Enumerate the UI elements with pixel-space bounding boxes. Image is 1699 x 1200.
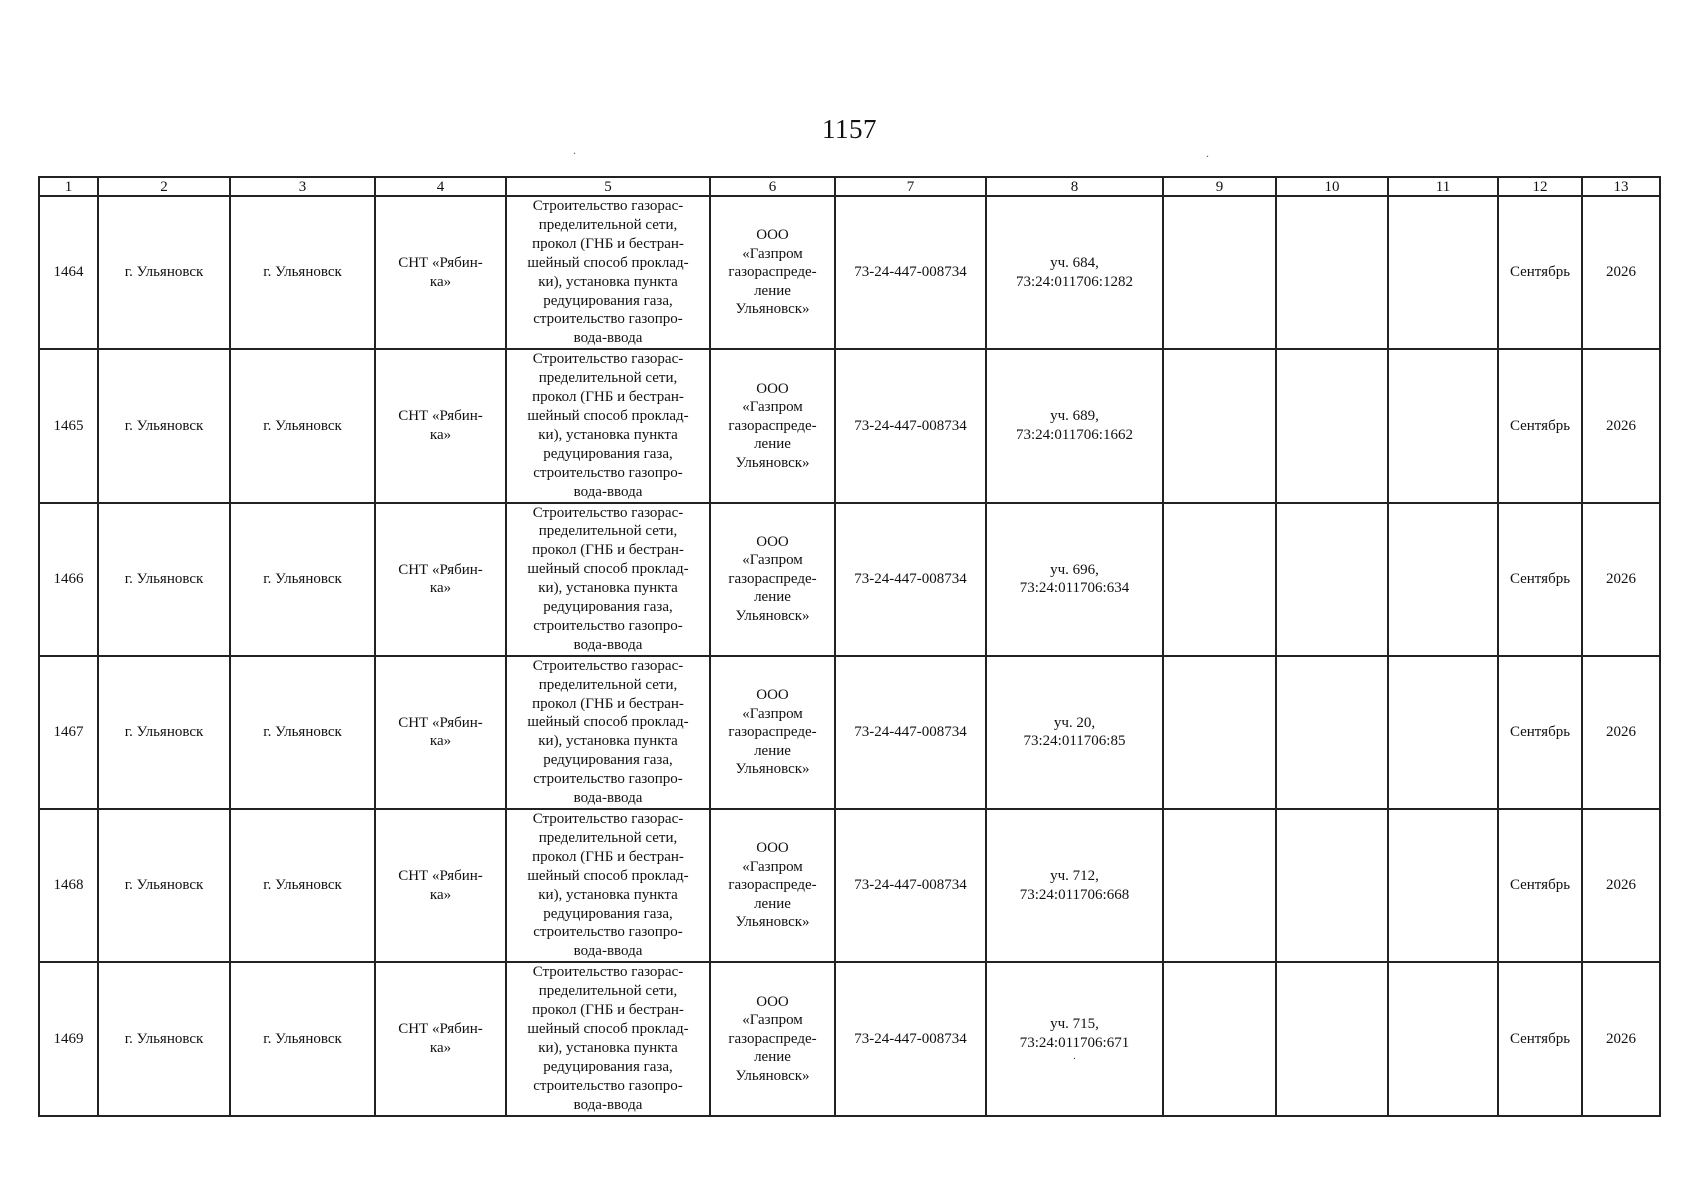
year-cell: 2026 <box>1582 196 1660 349</box>
work-line: редуцирования газа, <box>543 905 673 922</box>
work-line: строительство газопро- <box>533 1077 683 1094</box>
header-cell: 5 <box>506 177 710 196</box>
snt-line: ка» <box>429 426 452 443</box>
org-line: «Газпром <box>742 1012 803 1029</box>
work-line: строительство газопро- <box>533 617 683 634</box>
empty-cell <box>1276 196 1388 349</box>
municipality-cell: г. Ульяновск <box>98 503 230 656</box>
work-line: шейный способ проклад- <box>527 867 689 884</box>
org-line: Ульяновск» <box>735 761 810 778</box>
table-row <box>39 503 1660 656</box>
work-line: ки), установка пункта <box>538 273 678 290</box>
org-line: Ульяновск» <box>735 454 810 471</box>
page-number: 1157 <box>822 114 877 144</box>
scan-speck: . <box>1073 1051 1076 1063</box>
settlement-cell: г. Ульяновск <box>230 962 375 1115</box>
work-description-cell <box>506 503 710 656</box>
code-cell: 73-24-447-008734 <box>835 196 986 349</box>
work-line: Строительство газорас- <box>532 351 684 368</box>
org-line: «Газпром <box>742 858 803 875</box>
scan-speck: . <box>573 143 576 157</box>
organization-cell <box>710 962 835 1115</box>
org-line: газораспреде- <box>728 264 817 281</box>
code-cell: 73-24-447-008734 <box>835 349 986 502</box>
plot-cell <box>986 503 1163 656</box>
work-description-cell <box>506 962 710 1115</box>
plot-line: уч. 712, <box>1050 868 1099 885</box>
snt-line: ка» <box>429 273 452 290</box>
empty-cell <box>1388 962 1498 1115</box>
org-line: газораспреде- <box>728 570 817 587</box>
org-line: газораспреде- <box>728 1030 817 1047</box>
work-line: строительство газопро- <box>533 924 683 941</box>
month-cell: Сентябрь <box>1498 809 1582 962</box>
org-line: ООО <box>756 687 789 704</box>
header-cell: 8 <box>986 177 1163 196</box>
work-line: шейный способ проклад- <box>527 1020 689 1037</box>
empty-cell <box>1388 656 1498 809</box>
org-line: газораспреде- <box>728 417 817 434</box>
work-line: ки), установка пункта <box>538 1039 678 1056</box>
plot-cell <box>986 809 1163 962</box>
header-cell: 11 <box>1388 177 1498 196</box>
org-line: ление <box>754 742 791 759</box>
work-line: шейный способ проклад- <box>527 254 689 271</box>
work-line: пределительной сети, <box>538 983 678 1000</box>
work-line: пределительной сети, <box>538 523 678 540</box>
work-line: редуцирования газа, <box>543 1058 673 1075</box>
work-line: Строительство газорас- <box>532 657 684 674</box>
work-line: редуцирования газа, <box>543 752 673 769</box>
municipality-cell: г. Ульяновск <box>98 962 230 1115</box>
org-line: ление <box>754 436 791 453</box>
org-line: «Газпром <box>742 245 803 262</box>
empty-cell <box>1388 349 1498 502</box>
work-line: пределительной сети, <box>538 676 678 693</box>
work-line: редуцирования газа, <box>543 445 673 462</box>
work-line: шейный способ проклад- <box>527 407 689 424</box>
work-line: строительство газопро- <box>533 771 683 788</box>
table-row <box>39 196 1660 349</box>
year-cell: 2026 <box>1582 349 1660 502</box>
plot-line: 73:24:011706:634 <box>1019 580 1130 597</box>
snt-line: СНТ «Рябин- <box>398 1021 483 1038</box>
header-cell: 13 <box>1582 177 1660 196</box>
row-number-cell: 1468 <box>39 809 98 962</box>
work-description-cell <box>506 656 710 809</box>
empty-cell <box>1163 349 1276 502</box>
org-line: газораспреде- <box>728 877 817 894</box>
plot-line: уч. 696, <box>1050 561 1099 578</box>
code-cell: 73-24-447-008734 <box>835 809 986 962</box>
empty-cell <box>1276 656 1388 809</box>
work-line: редуцирования газа, <box>543 599 673 616</box>
row-number-cell: 1465 <box>39 349 98 502</box>
work-line: Строительство газорас- <box>532 198 684 214</box>
month-cell: Сентябрь <box>1498 196 1582 349</box>
month-cell: Сентябрь <box>1498 962 1582 1115</box>
table-row <box>39 349 1660 502</box>
data-table <box>38 176 1661 1117</box>
row-number-cell: 1469 <box>39 962 98 1115</box>
work-line: вода-ввода <box>573 1096 643 1113</box>
settlement-cell: г. Ульяновск <box>230 349 375 502</box>
year-cell: 2026 <box>1582 962 1660 1115</box>
month-cell: Сентябрь <box>1498 656 1582 809</box>
settlement-cell: г. Ульяновск <box>230 656 375 809</box>
plot-line: уч. 689, <box>1050 408 1099 425</box>
work-line: шейный способ проклад- <box>527 561 689 578</box>
municipality-cell: г. Ульяновск <box>98 809 230 962</box>
org-line: ООО <box>756 380 789 397</box>
org-line: Ульяновск» <box>735 607 810 624</box>
empty-cell <box>1388 196 1498 349</box>
table-row <box>39 809 1660 962</box>
org-line: «Газпром <box>742 552 803 569</box>
organization-cell <box>710 809 835 962</box>
work-line: прокол (ГНБ и бестран- <box>532 235 684 252</box>
header-cell: 7 <box>835 177 986 196</box>
org-line: ООО <box>756 840 789 857</box>
settlement-cell: г. Ульяновск <box>230 503 375 656</box>
work-line: редуцирования газа, <box>543 292 673 309</box>
work-line: прокол (ГНБ и бестран- <box>532 848 684 865</box>
header-cell: 1 <box>39 177 98 196</box>
table-row <box>39 962 1660 1115</box>
org-line: Ульяновск» <box>735 1067 810 1084</box>
org-line: «Газпром <box>742 705 803 722</box>
work-line: пределительной сети, <box>538 370 678 387</box>
empty-cell <box>1388 503 1498 656</box>
empty-cell <box>1163 656 1276 809</box>
snt-line: ка» <box>429 733 452 750</box>
plot-line: уч. 684, <box>1050 255 1099 272</box>
work-line: строительство газопро- <box>533 311 683 328</box>
plot-line: уч. 715, <box>1050 1016 1099 1033</box>
org-line: ООО <box>756 227 789 244</box>
snt-cell <box>375 196 506 349</box>
work-line: Строительство газорас- <box>532 964 684 981</box>
header-cell: 12 <box>1498 177 1582 196</box>
code-cell: 73-24-447-008734 <box>835 503 986 656</box>
snt-cell <box>375 809 506 962</box>
org-line: ООО <box>756 993 789 1010</box>
header-cell: 10 <box>1276 177 1388 196</box>
year-cell: 2026 <box>1582 809 1660 962</box>
org-line: ление <box>754 589 791 606</box>
row-number-cell: 1464 <box>39 196 98 349</box>
org-line: ление <box>754 282 791 299</box>
plot-cell <box>986 349 1163 502</box>
work-line: вода-ввода <box>573 943 643 960</box>
plot-line: 73:24:011706:668 <box>1019 886 1130 903</box>
organization-cell <box>710 196 835 349</box>
snt-line: ка» <box>429 580 452 597</box>
work-line: вода-ввода <box>573 636 643 653</box>
snt-cell <box>375 962 506 1115</box>
plot-line: 73:24:011706:1662 <box>1016 426 1133 443</box>
plot-line: уч. 20, <box>1053 714 1096 731</box>
org-line: «Газпром <box>742 399 803 416</box>
snt-line: СНТ «Рябин- <box>398 714 483 731</box>
header-row <box>39 177 1660 196</box>
snt-line: ка» <box>429 1039 452 1056</box>
header-cell: 9 <box>1163 177 1276 196</box>
plot-cell <box>986 656 1163 809</box>
work-line: вода-ввода <box>573 330 643 347</box>
scan-speck: . <box>1206 146 1209 160</box>
snt-cell <box>375 349 506 502</box>
org-line: ление <box>754 895 791 912</box>
work-description-cell <box>506 809 710 962</box>
empty-cell <box>1163 196 1276 349</box>
plot-line: 73:24:011706:1282 <box>1016 273 1133 290</box>
empty-cell <box>1276 503 1388 656</box>
work-line: строительство газопро- <box>533 464 683 481</box>
work-line: прокол (ГНБ и бестран- <box>532 1002 684 1019</box>
empty-cell <box>1163 503 1276 656</box>
organization-cell <box>710 656 835 809</box>
org-line: Ульяновск» <box>735 914 810 931</box>
work-line: вода-ввода <box>573 483 643 500</box>
work-line: ки), установка пункта <box>538 733 678 750</box>
work-description-cell <box>506 196 710 349</box>
header-cell: 3 <box>230 177 375 196</box>
plot-cell <box>986 962 1163 1115</box>
plot-line: 73:24:011706:671 <box>1019 1034 1130 1051</box>
year-cell: 2026 <box>1582 503 1660 656</box>
work-line: прокол (ГНБ и бестран- <box>532 542 684 559</box>
organization-cell <box>710 503 835 656</box>
empty-cell <box>1276 809 1388 962</box>
empty-cell <box>1163 809 1276 962</box>
work-line: шейный способ проклад- <box>527 714 689 731</box>
settlement-cell: г. Ульяновск <box>230 196 375 349</box>
work-line: прокол (ГНБ и бестран- <box>532 695 684 712</box>
organization-cell <box>710 349 835 502</box>
work-line: пределительной сети, <box>538 216 678 233</box>
table-row <box>39 656 1660 809</box>
work-line: пределительной сети, <box>538 829 678 846</box>
month-cell: Сентябрь <box>1498 349 1582 502</box>
snt-line: СНТ «Рябин- <box>398 255 483 272</box>
municipality-cell: г. Ульяновск <box>98 196 230 349</box>
work-line: Строительство газорас- <box>532 811 684 827</box>
code-cell: 73-24-447-008734 <box>835 962 986 1115</box>
header-cell: 6 <box>710 177 835 196</box>
empty-cell <box>1276 349 1388 502</box>
empty-cell <box>1276 962 1388 1115</box>
empty-cell <box>1163 962 1276 1115</box>
snt-cell <box>375 503 506 656</box>
row-number-cell: 1467 <box>39 656 98 809</box>
month-cell: Сентябрь <box>1498 503 1582 656</box>
plot-line: 73:24:011706:85 <box>1023 733 1126 750</box>
org-line: газораспреде- <box>728 724 817 741</box>
municipality-cell: г. Ульяновск <box>98 349 230 502</box>
header-cell: 2 <box>98 177 230 196</box>
snt-cell <box>375 656 506 809</box>
work-line: ки), установка пункта <box>538 580 678 597</box>
year-cell: 2026 <box>1582 656 1660 809</box>
work-line: ки), установка пункта <box>538 426 678 443</box>
org-line: Ульяновск» <box>735 301 810 318</box>
work-line: прокол (ГНБ и бестран- <box>532 389 684 406</box>
snt-line: СНТ «Рябин- <box>398 561 483 578</box>
snt-line: СНТ «Рябин- <box>398 868 483 885</box>
code-cell: 73-24-447-008734 <box>835 656 986 809</box>
empty-cell <box>1388 809 1498 962</box>
municipality-cell: г. Ульяновск <box>98 656 230 809</box>
org-line: ООО <box>756 533 789 550</box>
work-line: ки), установка пункта <box>538 886 678 903</box>
settlement-cell: г. Ульяновск <box>230 809 375 962</box>
snt-line: ка» <box>429 886 452 903</box>
row-number-cell: 1466 <box>39 503 98 656</box>
work-line: Строительство газорас- <box>532 504 684 521</box>
org-line: ление <box>754 1049 791 1066</box>
work-line: вода-ввода <box>573 790 643 807</box>
snt-line: СНТ «Рябин- <box>398 408 483 425</box>
header-cell: 4 <box>375 177 506 196</box>
plot-cell <box>986 196 1163 349</box>
work-description-cell <box>506 349 710 502</box>
